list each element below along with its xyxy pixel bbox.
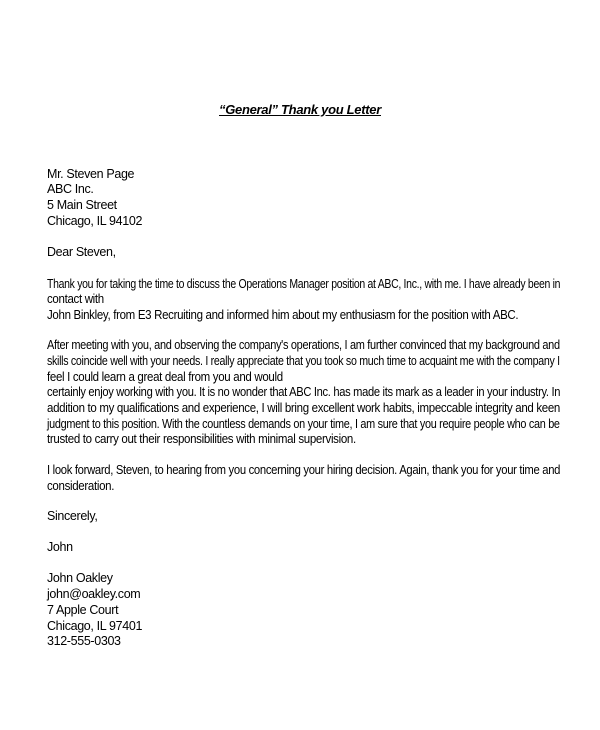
paragraph2-line: judgment to this position. With the countless demands on your time, I am sure that you require people who can be	[47, 417, 560, 431]
closing: Sincerely,	[47, 509, 98, 523]
paragraph1-line: John Binkley, from E3 Recruiting and informed him about my enthusiasm for the position with ABC.	[47, 308, 519, 322]
paragraph3-line: consideration.	[47, 479, 115, 493]
paragraph2-line: trusted to carry out their responsibilities with minimal supervision.	[47, 432, 356, 446]
sender-phone: 312-555-0303	[47, 634, 121, 648]
letter-title: “General” Thank you Letter	[219, 102, 381, 117]
sender-email: john@oakley.com	[47, 587, 141, 601]
sender-street: 7 Apple Court	[47, 603, 119, 617]
sender-name: John Oakley	[47, 571, 113, 585]
paragraph3-line: I look forward, Steven, to hearing from you concerning your hiring decision. Again, thank you for your time and	[47, 463, 561, 477]
recipient-street: 5 Main Street	[47, 198, 117, 212]
recipient-company: ABC Inc.	[47, 182, 94, 196]
recipient-name: Mr. Steven Page	[47, 167, 135, 181]
signature: John	[47, 540, 73, 554]
paragraph2-line: After meeting with you, and observing the company's operations, I am further convinced that my background and	[47, 338, 560, 352]
salutation: Dear Steven,	[47, 245, 116, 259]
recipient-city: Chicago, IL 94102	[47, 214, 143, 228]
paragraph1-line: contact with	[47, 292, 104, 306]
sender-city: Chicago, IL 97401	[47, 619, 143, 633]
paragraph2-line: addition to my qualifications and experience, I will bring excellent work habits, impeccable integrity and keen	[47, 401, 561, 415]
paragraph1-line: Thank you for taking the time to discuss the Operations Manager position at ABC, Inc., with me. I have already been in	[47, 277, 561, 291]
paragraph2-line: certainly enjoy working with you. It is no wonder that ABC Inc. has made its mark as a leader in your industry. In	[47, 385, 561, 399]
paragraph2-line: skills coincide well with your needs. I really appreciate that you took so much time to acquaint me with the company I	[47, 354, 560, 368]
paragraph2-line: feel I could learn a great deal from you and would	[47, 370, 283, 384]
